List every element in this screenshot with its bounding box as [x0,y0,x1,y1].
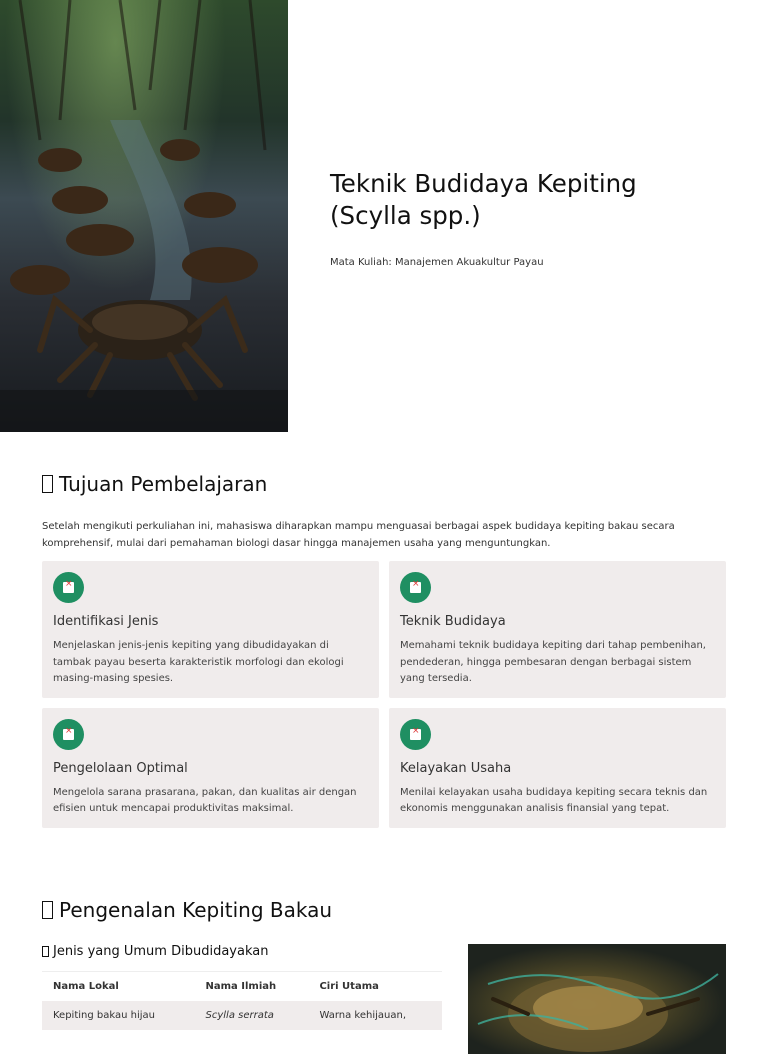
table-row [42,1001,442,1030]
objective-title: Identifikasi Jenis [53,614,159,629]
broken-image-icon [53,572,84,603]
intro-heading [42,898,726,922]
table-cell: Warna kehijauan, [308,1001,442,1030]
objective-title: Kelayakan Usaha [400,760,512,776]
species-column [42,944,442,1054]
objective-card [42,708,379,828]
species-subheading-text: Jenis yang Umum Dibudidayakan [53,943,269,959]
species-subheading [42,944,442,959]
objective-card [42,561,379,698]
objective-desc: Memahami teknik budidaya kepiting dari tahap pembenihan, pendederan, hingga pembesaran dengan berbagai sistem yang tersedia. [400,640,706,684]
objective-desc: Mengelola sarana prasarana, pakan, dan kualitas air dengan efisien untuk mencapai produktivitas maksimal. [53,786,357,814]
objectives-section [0,472,768,828]
crab-photo [468,944,726,1054]
page-title: Teknik Budidaya Kepiting (Scylla spp.) [330,169,637,230]
column-header: Nama Ilmiah [195,971,309,1001]
objectives-grid [42,561,726,828]
course-subtitle: Mata Kuliah: Manajemen Akuakultur Payau [330,257,544,268]
crab-photo-illustration [468,944,726,1054]
species-table [42,971,442,1030]
table-cell: Scylla serrata [195,1001,309,1030]
objective-card [389,708,726,828]
objectives-intro: Setelah mengikuti perkuliahan ini, mahasiswa diharapkan mampu menguasai berbagai aspek budidaya kepiting bakau secara komprehensif, mulai dari pemahaman biologi dasar hingga manajemen usaha yang menguntungkan. [42,521,675,549]
crabs-illustration [0,0,288,432]
missing-glyph-icon [42,475,53,493]
objective-desc: Menilai kelayakan usaha budidaya kepiting secara teknis dan ekonomis menggunakan analisis finansial yang tepat. [400,786,708,814]
broken-image-icon [400,719,431,750]
table-cell: Kepiting bakau hijau [42,1001,195,1030]
table-header-row [42,971,442,1001]
objective-card [389,561,726,698]
broken-image-icon [53,719,84,750]
column-header: Nama Lokal [42,971,195,1001]
intro-columns [42,944,726,1054]
objective-title: Teknik Budidaya [400,614,506,629]
column-header: Ciri Utama [308,971,442,1001]
intro-heading-text: Pengenalan Kepiting Bakau [59,897,333,922]
hero [0,0,768,432]
objective-title: Pengelolaan Optimal [53,760,188,776]
intro-section [0,898,768,1054]
hero-image [0,0,288,432]
objectives-heading [42,472,726,496]
objective-desc: Menjelaskan jenis-jenis kepiting yang dibudidayakan di tambak payau beserta karakteristik morfologi dan ekologi masing-masing spesies. [53,640,344,684]
hero-text [330,168,730,268]
objectives-heading-text: Tujuan Pembelajaran [59,472,268,496]
missing-glyph-icon [42,901,53,919]
broken-image-icon [400,572,431,603]
missing-glyph-icon [42,946,49,957]
